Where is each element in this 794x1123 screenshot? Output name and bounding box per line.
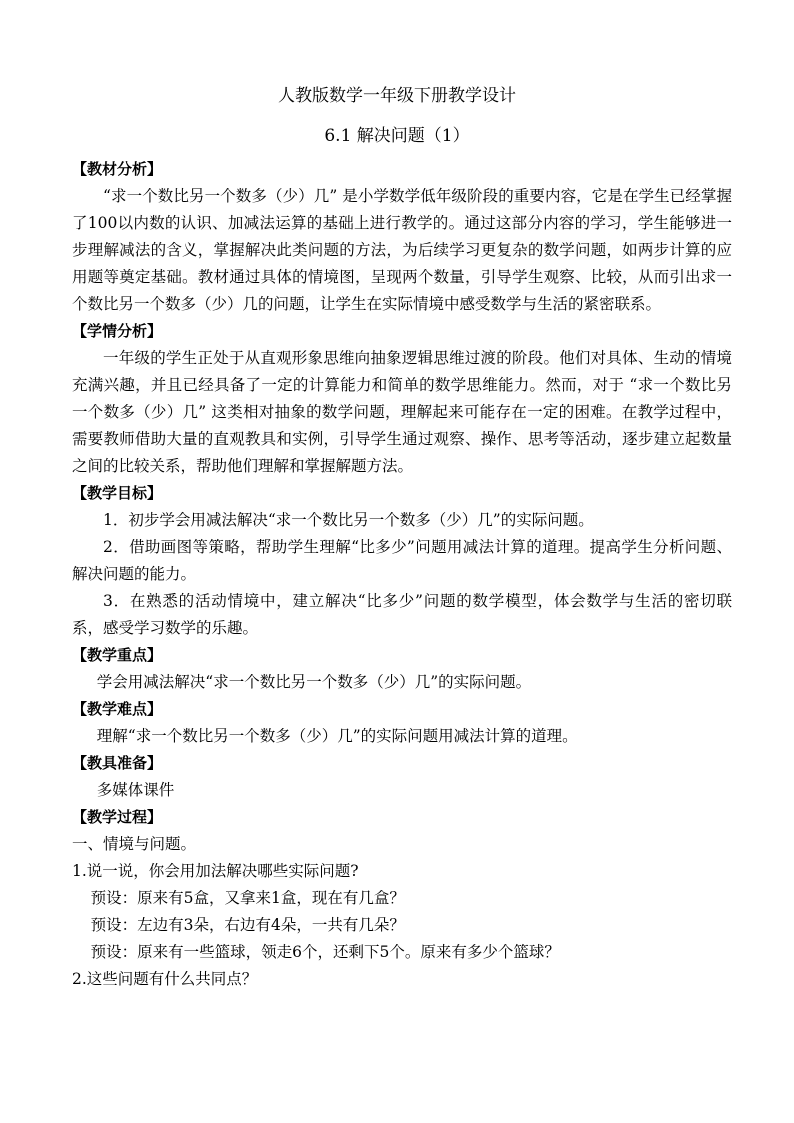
difficulties-heading: 【教学难点】 — [72, 700, 163, 718]
teaching-goal-item: 1．初步学会用减法解决“求一个数比另一个数多（少）几”的实际问题。 — [103, 511, 594, 529]
document-title: 人教版数学一年级下册教学设计 — [278, 86, 516, 106]
material-analysis-text: “求一个数比另一个数多（少）几” 是小学数学低年级阶段的重要内容，它是在学生已经掌握了100以内数的认识、加减法运算的基础上进行教学的。通过这部分内容的学习，学生能够进一步理解减法的含义，掌握解决此类问题的方法，为后续学习更复杂的数学问题，如两步计算的应用题等奠定基础。教材通过具体的情境图，呈现两个数量，引导学生观察、比较，从而引出求一个数比另一个数多（少）几的问题，让学生在实际情境中感受数学与生活的紧密联系。 — [72, 187, 732, 313]
teaching-goal-item: 2．借助画图等策略，帮助学生理解“比多少”问题用减法计算的道理。提高学生分析问题、解决问题的能力。 — [72, 538, 732, 583]
preset-answer: 预设：左边有3朵，右边有4朵，一共有几朵？ — [90, 916, 405, 934]
student-analysis-heading: 【学情分析】 — [72, 322, 163, 340]
key-points-heading: 【教学重点】 — [72, 646, 163, 664]
teaching-goals-heading: 【教学目标】 — [72, 484, 163, 502]
student-analysis-text: 一年级的学生正处于从直观形象思维向抽象逻辑思维过渡的阶段。他们对具体、生动的情境充满兴趣，并且已经具备了一定的计算能力和简单的数学思维能力。然而，对于 “求一个数比另一个数多（少）几” 这类相对抽象的数学问题，理解起来可能存在一定的困难。在教学过程中，需要教师借助大量的直观教具和实例，引导学生通过观察、操作、思考等活动，逐步建立起数量之间的比较关系，帮助他们理解和掌握解题方法。 — [72, 349, 732, 475]
lesson-subtitle: 6.1 解决问题（1） — [324, 126, 470, 146]
difficulties-text: 理解“求一个数比另一个数多（少）几”的实际问题用减法计算的道理。 — [96, 727, 578, 745]
process-part-one: 一、情境与问题。 — [72, 835, 197, 853]
preset-answer: 预设：原来有5盒，又拿来1盒，现在有几盒？ — [90, 889, 405, 907]
process-question-one: 1.说一说，你会用加法解决哪些实际问题? — [72, 862, 359, 880]
teaching-process-heading: 【教学过程】 — [72, 808, 163, 826]
key-points-text: 学会用减法解决“求一个数比另一个数多（少）几”的实际问题。 — [96, 673, 532, 691]
material-analysis-heading: 【教材分析】 — [72, 160, 163, 178]
teaching-goal-item: 3．在熟悉的活动情境中，建立解决“比多少”问题的数学模型，体会数学与生活的密切联系，感受学习数学的乐趣。 — [72, 592, 732, 637]
process-question-two: 2.这些问题有什么共同点？ — [72, 970, 258, 988]
tools-heading: 【教具准备】 — [72, 754, 163, 772]
tools-text: 多媒体课件 — [96, 781, 175, 799]
preset-answer: 预设：原来有一些篮球，领走6个，还剩下5个。原来有多少个篮球？ — [90, 943, 560, 961]
document-body — [72, 156, 732, 993]
